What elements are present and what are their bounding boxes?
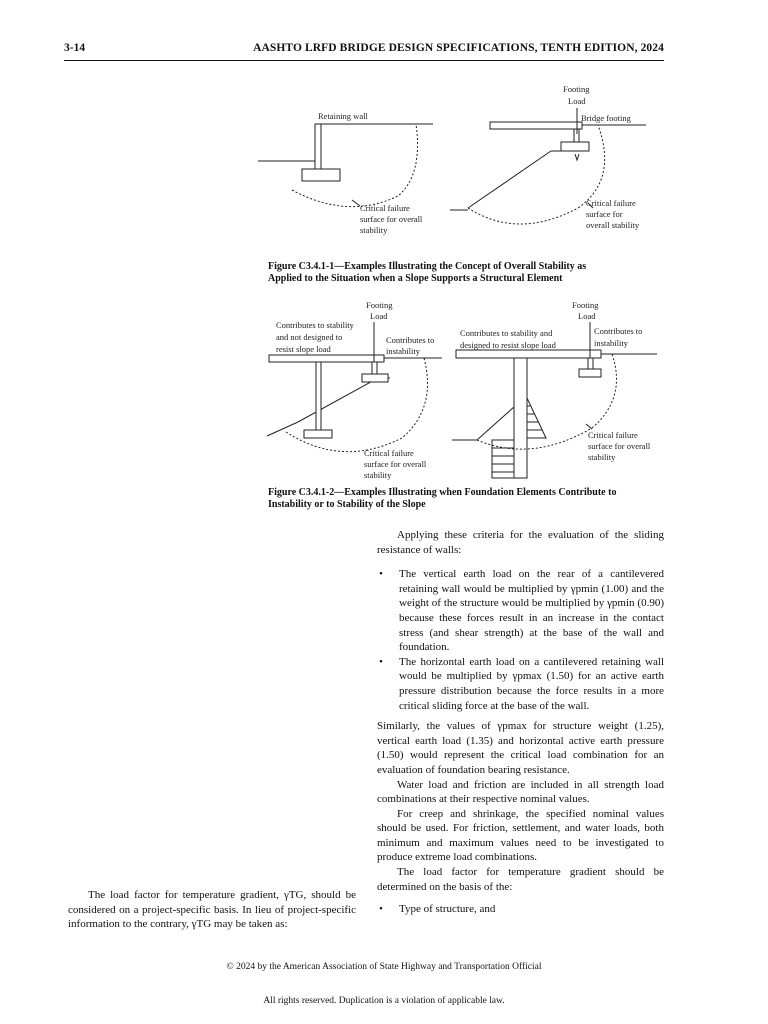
label-critical-right-2: surface for overall xyxy=(588,441,651,451)
label-critical-left-3: stability xyxy=(360,225,388,235)
header-rule xyxy=(64,60,664,61)
figure-2-caption: Figure C3.4.1-2—Examples Illustrating when Foundation Elements Contribute to Instability or to Stability of the Slope xyxy=(268,487,617,510)
label-footing-left-1: Footing xyxy=(366,300,393,310)
label-contrib-instab-r-2: instability xyxy=(594,338,628,348)
label-critical-left-1: Critical failure xyxy=(364,448,414,458)
label-critical-left-2: surface for overall xyxy=(364,459,427,469)
label-contrib-not-2: and not designed to xyxy=(276,332,343,342)
commentary-para-3: For creep and shrinkage, the specified nominal values should be used. For friction, settlement, and water loads, both minimum and maximum values need to be investigated to produce extreme load combinations. xyxy=(377,807,664,864)
page-number: 3-14 xyxy=(64,42,86,54)
label-critical-right-3: stability xyxy=(588,452,616,462)
label-retaining-wall: Retaining wall xyxy=(318,111,368,121)
commentary-bullet-3: • Type of structure, and xyxy=(377,902,664,917)
label-contrib-not-1: Contributes to stability xyxy=(276,320,354,330)
figure-2-diagram xyxy=(262,298,672,484)
commentary-bullets xyxy=(377,567,664,713)
specification-para: The load factor for temperature gradient, γTG, should be considered on a project-specific basis. In lieu of project-specific information to the contrary, γTG may be taken as: xyxy=(68,889,356,931)
commentary-intro: Applying these criteria for the evaluation of the sliding resistance of walls: xyxy=(377,529,664,556)
label-critical-right-2: surface for xyxy=(586,209,623,219)
figure-1-caption: Figure C3.4.1-1—Examples Illustrating the Concept of Overall Stability as Applied to the Situation when a Slope Supports a Structural Element xyxy=(268,261,587,284)
page-header xyxy=(64,42,664,60)
label-contrib-instab-1: Contributes to xyxy=(386,335,435,345)
running-title: AASHTO LRFD BRIDGE DESIGN SPECIFICATIONS, TENTH EDITION, 2024 xyxy=(253,42,664,54)
label-contrib-design-2: designed to resist slope load xyxy=(460,340,556,350)
label-footing-right-1: Footing xyxy=(572,300,599,310)
commentary-para-1: Similarly, the values of γpmax for structure weight (1.25), vertical earth load (1.35) and horizontal active earth pressure (1.50) would represent the critical load combination for an evaluation of foundation bearing resistance. xyxy=(377,720,664,776)
footer-copyright: © 2024 by the American Association of State Highway and Transportation Official xyxy=(226,962,542,972)
commentary-para-4: The load factor for temperature gradient should be determined on the basis of the: xyxy=(377,866,664,893)
label-critical-right-1: Critical failure xyxy=(588,430,638,440)
commentary-para-2: Water load and friction are included in all strength load combinations at their respective nominal values. xyxy=(377,778,664,806)
label-contrib-design-1: Contributes to stability and xyxy=(460,328,553,338)
commentary-bullet-2: • The horizontal earth load on a cantilevered retaining wall would be multiplied by γpmax (1.50) for an active earth pressure distribution because the force results in a more critical sliding force at the base of the wall. xyxy=(377,655,664,713)
label-critical-left-2: surface for overall xyxy=(360,214,423,224)
commentary-column xyxy=(377,528,664,923)
label-footing-load-1: Footing xyxy=(563,84,590,94)
label-critical-right-3: overall stability xyxy=(586,220,640,230)
label-footing-right-2: Load xyxy=(578,311,596,321)
label-contrib-instab-2: instability xyxy=(386,346,420,356)
label-footing-load-2: Load xyxy=(568,96,586,106)
label-bridge-footing: Bridge footing xyxy=(581,113,631,123)
label-footing-left-2: Load xyxy=(370,311,388,321)
label-contrib-instab-r-1: Contributes to xyxy=(594,326,643,336)
label-critical-left-3: stability xyxy=(364,470,392,480)
figure-1-diagram xyxy=(258,80,668,255)
label-critical-right-1: Critical failure xyxy=(586,198,636,208)
footer-rights: All rights reserved. Duplication is a violation of applicable law. xyxy=(263,996,505,1006)
specification-column xyxy=(68,888,356,932)
label-contrib-not-3: resist slope load xyxy=(276,344,331,354)
commentary-bullets-2 xyxy=(377,902,664,917)
commentary-bullet-1: • The vertical earth load on the rear of a cantilevered retaining wall would be multiplied by γpmin (1.00) and the weight of the structure would be multiplied by γpmin (0.90) because these forces result in an increase in the contact stress (and shear strength) at the base of the wall and foundation. xyxy=(377,567,664,655)
label-critical-left-1: Critical failure xyxy=(360,203,410,213)
